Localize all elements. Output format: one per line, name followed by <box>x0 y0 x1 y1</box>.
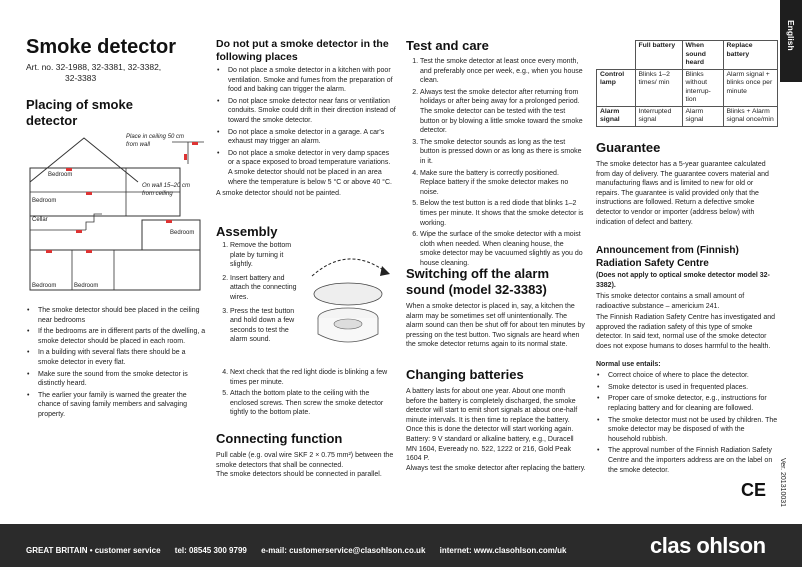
normal-use-heading: Normal use entails: <box>596 360 661 368</box>
footer-tel: tel: 08545 300 9799 <box>174 546 247 555</box>
list-item: 4. Next check that the red light diode is blinking a few times per minute. <box>230 368 396 387</box>
test-heading: Test and care <box>406 38 489 53</box>
list-item: • Make sure the sound from the smoke detector is distinctly heard. <box>38 370 206 389</box>
brand-logo: clas ohlson <box>650 533 766 558</box>
connecting-heading: Connecting function <box>216 431 343 446</box>
list-item: 6. Wipe the surface of the smoke detector with a moist cloth when needed. When cleaning house, the smoke detector may be vacuumed slightly as you do house cleaning. <box>420 230 586 268</box>
list-item: 4. Make sure the battery is correctly positioned. Replace battery if the smoke detector makes no noise. <box>420 169 586 198</box>
connecting-text1: Pull cable (e.g. oval wire SKF 2 × 0.75 mm²) between the smoke detectors that shall be connected. <box>216 452 394 469</box>
test-steps <box>406 57 586 270</box>
table-cell: Alarm signal <box>597 106 636 126</box>
announcement-text2: The Finnish Radiation Safety Centre has investigated and approved the radiation safety of this type of smoke detector. In said text, normal use of the smoke detector does not expose humans to doses harmful to the health. <box>596 314 775 350</box>
switching-heading: Switching off the alarm sound (model 32-3383) <box>406 266 550 297</box>
list-item: 1. Remove the bottom plate by turning it slightly. <box>230 241 298 270</box>
detector-illustration <box>298 242 398 362</box>
detector-marker <box>166 220 172 223</box>
table-cell: Alarm signal <box>682 106 723 126</box>
donot-heading: Do not put a smoke detector in the following places <box>216 38 389 63</box>
table-header: Replace battery <box>723 41 778 70</box>
list-item: • Correct choice of where to place the detector. <box>608 371 778 381</box>
list-item: • Proper care of smoke detector, e.g., instructions for replacing battery and for cleaning are followed. <box>608 394 778 413</box>
list-item: • The earlier your family is warned the greater the chance of saving family members and salvaging property. <box>38 391 206 420</box>
batteries-text3: Always test the smoke detector after replacing the battery. <box>406 464 586 472</box>
list-item: • Do not place a smoke detector in a kitchen with poor ventilation. Smoke and fumes from the preparation of food and baking can trigger the alarm. <box>228 66 396 95</box>
art-no-line2: 32-3383 <box>65 73 97 83</box>
table-cell: Blinks + Alarm signal once/min <box>723 106 778 126</box>
ce-mark: CE <box>741 480 767 500</box>
list-item: 2. Insert battery and attach the connecting wires. <box>230 274 298 303</box>
bottom-plate <box>314 283 382 305</box>
diagram-label-ceiling: Place in ceiling 50 cm from wall <box>126 134 185 148</box>
table-cell: Alarm signal + blinks once per minute <box>723 69 778 106</box>
connecting-text <box>216 451 396 480</box>
diagram-label-cellar: Cellar <box>32 217 48 223</box>
list-item: 2. Always test the smoke detector after returning from holidays or after being away for a prolonged period. The smoke detector can be tested with the test button or by blowing a little smoke toward the smoke detector. <box>420 88 586 136</box>
table-cell <box>597 41 636 70</box>
house-diagram <box>26 130 206 295</box>
test-button <box>334 319 362 329</box>
list-item: 3. The smoke detector sounds as long as the test button is pressed down or as long as there is smoke in it. <box>420 138 586 167</box>
list-item: • Do not place a smoke detector in a garage. A car's exhaust may trigger an alarm. <box>228 128 396 147</box>
list-item: 5. Attach the bottom plate to the ceiling with the enclosed screws. Then screw the smoke detector tightly to the bottom plate. <box>230 389 396 418</box>
batteries-text2: Battery: 9 V standard or alkaline battery, e.g., Duracell MN 1604, Eveready no. 522, 1222 or 216, Gold Peak 1604 P. <box>406 435 574 463</box>
placing-heading: Placing of smoke detector <box>26 97 133 128</box>
list-item: 3. Press the test button and hold down a few seconds to test the alarm sound. <box>230 307 298 345</box>
diagram-label-bedroom: Bedroom <box>74 283 99 289</box>
art-no-line1: Art. no. 32-1988, 32-3381, 32-3382, <box>26 62 162 72</box>
detector-marker <box>76 230 82 233</box>
roof-outline <box>30 138 138 182</box>
article-numbers <box>26 62 206 84</box>
diagram-label-bedroom: Bedroom <box>48 172 73 178</box>
diagram-label-bedroom: Bedroom <box>32 198 57 204</box>
assembly-steps-short <box>216 241 298 347</box>
list-item: • If the bedrooms are in different parts of the dwelling, a smoke detector should be placed in each room. <box>38 327 206 346</box>
batteries-text <box>406 387 586 473</box>
guarantee-text: The smoke detector has a 5-year guarantee calculated from day of delivery. The guarantee covers material and manufacturing flaws and is limited to new for old or repairs. The guarantee is valid provided only that the instructions are followed. Return a defective smoke detector to vendor or importer (address below) with indication of defect and battery. <box>596 161 769 226</box>
guarantee-heading: Guarantee <box>596 140 661 155</box>
diagram-label-bedroom: Bedroom <box>170 230 195 236</box>
status-table <box>596 40 778 127</box>
language-tab <box>780 0 802 82</box>
batteries-heading: Changing batteries <box>406 367 524 382</box>
diagram-label-wall: On wall 15–20 cm from ceiling <box>142 183 191 197</box>
table-header: Full battery <box>635 41 682 70</box>
list-item: • The smoke detector must not be used by children. The smoke detector may be disposed of with the household rubbish. <box>608 416 778 445</box>
detector-marker <box>86 250 92 253</box>
detector-marker <box>86 192 92 195</box>
page-title: Smoke detector <box>26 36 177 58</box>
footer-email[interactable]: e-mail: customerservice@clasohlson.co.uk <box>261 546 426 555</box>
announcement-heading: Announcement from (Finnish) Radiation Safety Centre <box>596 245 739 269</box>
table-cell: Control lamp <box>597 69 636 106</box>
donot-note: A smoke detector should not be painted. <box>216 190 341 198</box>
language-tab-label: English <box>786 20 796 51</box>
diagram-label-bedroom: Bedroom <box>32 283 57 289</box>
table-cell: Interrupted signal <box>635 106 682 126</box>
announcement-subheading: (Does not apply to optical smoke detector model 32-3382). <box>596 272 770 289</box>
donot-bullets <box>216 66 396 199</box>
list-item: • Do not place smoke detector near fans or ventilation conduits. Smoke could drift in their direction instead of toward the smoke detector. <box>228 97 396 126</box>
footer-country: GREAT BRITAIN • customer service <box>26 546 161 555</box>
list-item: • Do not place a smoke detector in very damp spaces or a space exposed to broad temperature variations. A smoke detector should not be placed in an area where the temperature is below 5 °C or above 40 °C. <box>228 149 396 187</box>
list-item: 1. Test the smoke detector at least once every month, and preferably once per week, e.g., when you house clean. <box>420 57 586 86</box>
footer-contact <box>26 546 566 555</box>
list-item: • The smoke detector should bee placed in the ceiling near bedrooms <box>38 306 206 325</box>
batteries-text1: A battery lasts for about one year. About one month before the battery is completely discharged, the smoke detector will start to emit short signals at about one-half minute intervals. It is then time to replace the battery. Once this is done the detector will start working again. <box>406 388 578 434</box>
assembly-steps-long <box>216 368 396 420</box>
announcement-text <box>596 292 778 477</box>
table-row <box>597 106 778 126</box>
version-label: Ver. 201310031 <box>779 458 786 508</box>
table-cell: Blinks 1–2 times/ min <box>635 69 682 106</box>
table-header: When sound heard <box>682 41 723 70</box>
list-item: • In a building with several flats there should be a smoke detector in every flat. <box>38 348 206 367</box>
list-item: • The approval number of the Finnish Radiation Safety Centre and the importers address are on the label on the smoke detector. <box>608 446 778 475</box>
connecting-text2: The smoke detectors should be connected in parallel. <box>216 471 382 479</box>
placing-bullets <box>26 306 206 422</box>
table-row <box>597 69 778 106</box>
detector-marker <box>46 250 52 253</box>
switching-text: When a smoke detector is placed in, say, a kitchen the alarm may be sometimes set off unintentionally. The alarm sound can then be shut off for about ten minutes by pressing on the test button. Two signals are heard when the smoke detector returns again to its normal state. <box>406 303 585 349</box>
table-header-row <box>597 41 778 70</box>
list-item: 5. Below the test button is a red diode that blinks 1–2 times per minute. It shows that the smoke detector is working. <box>420 199 586 228</box>
list-item: • Smoke detector is used in frequented places. <box>608 383 778 393</box>
announcement-text1: This smoke detector contains a small amount of radioactive substance – americium 241. <box>596 293 745 310</box>
table-cell: Blinks without interrup- tion <box>682 69 723 106</box>
assembly-heading: Assembly <box>216 224 278 239</box>
footer-website[interactable]: internet: www.clasohlson.com/uk <box>439 546 567 555</box>
